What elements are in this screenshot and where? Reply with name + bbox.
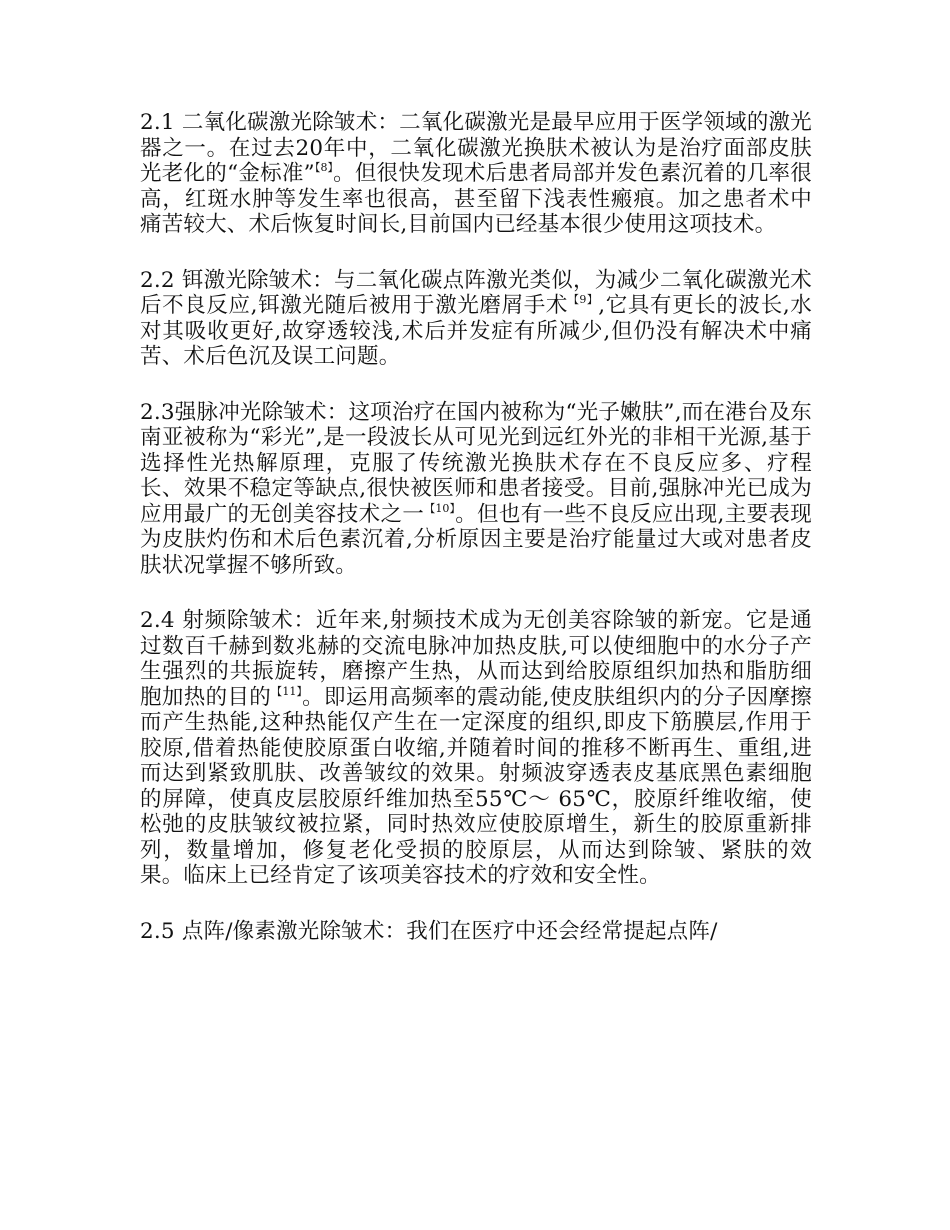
paragraph-text: 2.4 射频除皱术：近年来,射频技术成为无创美容除皱的新宠。它是通过数百千赫到数兆赫的交流电脉冲加热皮肤,可以使细胞中的水分子产生强烈的共振旋转，磨擦产生热，从而达到给胶原组织加热和脂肪细胞加热的目的 <box>140 608 812 710</box>
paragraph-text: 。但也有一些不良反应出现,主要表现为皮肤灼伤和术后色素沉着,分析原因主要是治疗能量过大或对患者皮肤状况掌握不够所致。 <box>140 501 812 578</box>
paragraph-text: 2.2 铒激光除皱术：与二氧化碳点阵激光类似，为减少二氧化碳激光术后不良反应,铒激光随后被用于激光磨屑手术 <box>140 267 812 318</box>
paragraph-fractional-laser <box>140 919 812 945</box>
citation-ref: 【11】 <box>271 684 303 698</box>
citation-ref: 【8】 <box>314 161 334 174</box>
paragraph-text: 2.1 二氧化碳激光除皱术：二氧化碳激光是最早应用于医学领域的激光器之一。在过去20年中，二氧化碳激光换肤术被认为是治疗面部皮肤光老化的“金标准” <box>140 110 812 186</box>
citation-ref: 【9】 <box>568 293 599 306</box>
paragraph-text: 2.5 点阵/像素激光除皱术：我们在医疗中还会经常提起点阵/ <box>140 918 718 944</box>
paragraph-text: 2.3强脉冲光除皱术：这项治疗在国内被称为“光子嫩肤”,而在港台及东南亚被称为“彩光”,是一段波长从可见光到远红外光的非相干光源,基于选择性光热解原理，克服了传统激光换肤术存在不良反应多、疗程长、效果不稳定等缺点,很快被医师和患者接受。目前,强脉冲光已成为应用最广的无创美容技术之一 <box>140 399 812 527</box>
paragraph-text: 。即运用高频率的震动能,使皮肤组织内的分子因摩擦而产生热能,这种热能仅产生在一定深度的组织,即皮下筋膜层,作用于胶原,借着热能使胶原蛋白收缩,并随着时间的推移不断再生、重组,进而达到紧致肌肤、改善皱纹的效果。射频波穿透表皮基底黑色素细胞的屏障，使真皮层胶原纤维加热至55℃～ 65℃，胶原纤维收缩，使松弛的皮肤皱纹被拉紧，同时热效应使胶原增生，新生的胶原重新排列，数量增加，修复老化受损的胶原层，从而达到除皱、紧肤的效果。临床上已经肯定了该项美容技术的疗效和安全性。 <box>140 684 812 888</box>
paragraph-co2-laser <box>140 110 812 238</box>
paragraph-text: 。但很快发现术后患者局部并发色素沉着的几率很高，红斑水肿等发生率也很高，甚至留下浅表性瘢痕。加之患者术中痛苦较大、术后恢复时间长,目前国内已经基本很少使用这项技术。 <box>140 161 812 237</box>
paragraph-text: ,它具有更长的波长,水对其吸收更好,故穿透较浅,术后并发症有所减少,但仍没有解决术中痛苦、术后色沉及误工问题。 <box>140 293 812 369</box>
document-page <box>140 110 812 944</box>
paragraph-radiofrequency <box>140 608 812 889</box>
paragraph-erbium-laser <box>140 268 812 370</box>
paragraph-intense-pulsed-light <box>140 400 812 579</box>
citation-ref: 【10】 <box>424 501 456 515</box>
